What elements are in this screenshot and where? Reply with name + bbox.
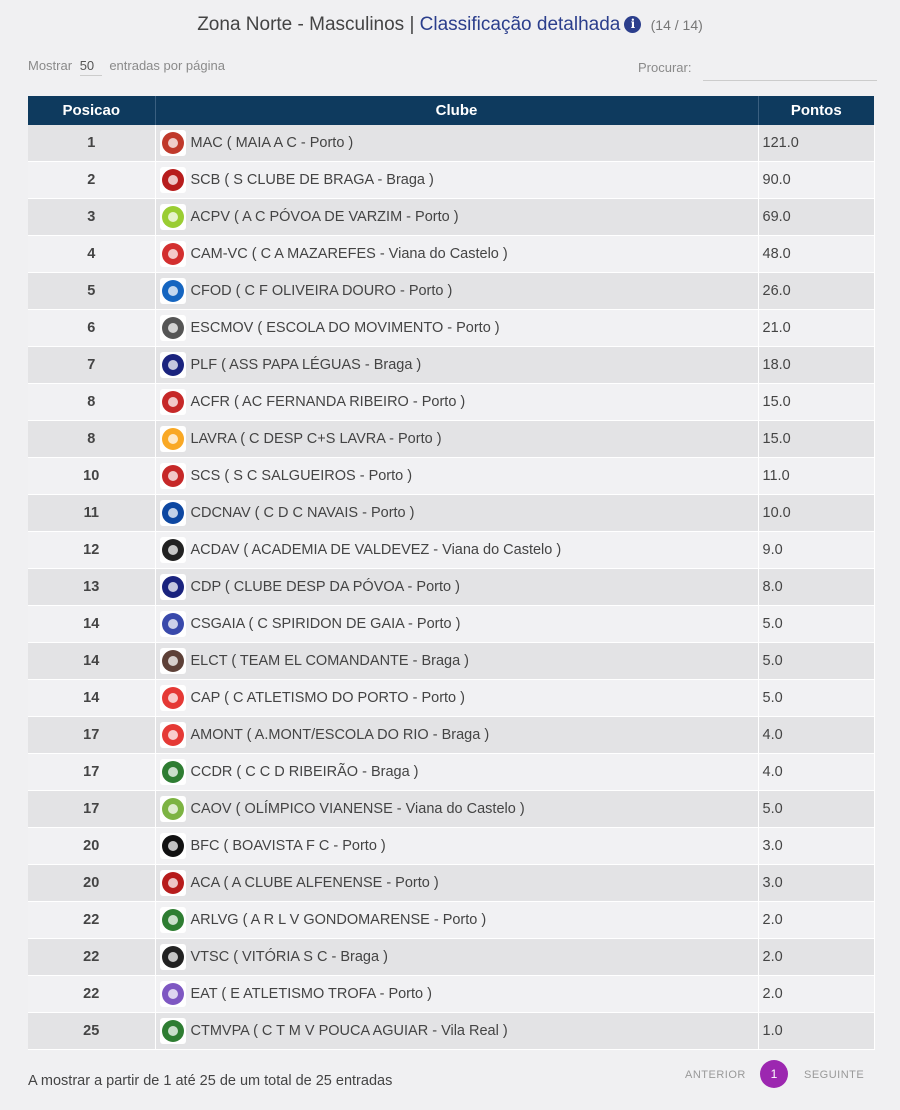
- camvc-logo-icon: [160, 241, 186, 267]
- row-points: 26.0: [758, 273, 874, 310]
- row-points: 2.0: [758, 976, 874, 1013]
- aca-logo-icon: [160, 870, 186, 896]
- page-title: [0, 14, 900, 36]
- entries-suffix-label: entradas por página: [109, 58, 225, 73]
- row-position: 14: [28, 606, 155, 643]
- row-position: 17: [28, 791, 155, 828]
- row-club[interactable]: [155, 532, 758, 569]
- cdp-logo-icon: [160, 574, 186, 600]
- row-club[interactable]: [155, 828, 758, 865]
- row-points: 15.0: [758, 421, 874, 458]
- title-separator: |: [409, 14, 415, 35]
- row-points: 90.0: [758, 162, 874, 199]
- row-points: 2.0: [758, 902, 874, 939]
- row-club[interactable]: [155, 865, 758, 902]
- title-count: (14 / 14): [650, 17, 703, 33]
- table-row[interactable]: [28, 791, 874, 828]
- row-position: 8: [28, 384, 155, 421]
- row-points: 5.0: [758, 791, 874, 828]
- row-club[interactable]: [155, 347, 758, 384]
- row-points: 121.0: [758, 125, 874, 162]
- cap-logo-icon: [160, 685, 186, 711]
- cdcnav-logo-icon: [160, 500, 186, 526]
- row-club[interactable]: [155, 421, 758, 458]
- row-position: 11: [28, 495, 155, 532]
- row-club[interactable]: [155, 939, 758, 976]
- table-row[interactable]: [28, 976, 874, 1013]
- table-row[interactable]: [28, 347, 874, 384]
- club-name[interactable]: CSGAIA ( C SPIRIDON DE GAIA - Porto ): [190, 616, 461, 632]
- row-points: 3.0: [758, 865, 874, 902]
- row-points: 10.0: [758, 495, 874, 532]
- row-position: 25: [28, 1013, 155, 1050]
- club-name[interactable]: BFC ( BOAVISTA F C - Porto ): [190, 838, 386, 854]
- club-name[interactable]: CDCNAV ( C D C NAVAIS - Porto ): [190, 505, 415, 521]
- scb-logo-icon: [160, 167, 186, 193]
- column-header-posicao[interactable]: Posicao: [28, 96, 155, 125]
- info-icon[interactable]: i: [624, 16, 641, 33]
- table-header-row: [28, 96, 874, 125]
- bfc-logo-icon: [160, 833, 186, 859]
- arlvg-logo-icon: [160, 907, 186, 933]
- table-row[interactable]: [28, 236, 874, 273]
- club-name[interactable]: ARLVG ( A R L V GONDOMARENSE - Porto ): [190, 912, 487, 928]
- table-row[interactable]: [28, 606, 874, 643]
- table-row[interactable]: [28, 939, 874, 976]
- mac-logo-icon: [160, 130, 186, 156]
- cfod-logo-icon: [160, 278, 186, 304]
- row-position: 22: [28, 939, 155, 976]
- row-position: 14: [28, 680, 155, 717]
- eat-logo-icon: [160, 981, 186, 1007]
- ctmvpa-logo-icon: [160, 1018, 186, 1044]
- search-input[interactable]: [703, 56, 877, 81]
- caov-logo-icon: [160, 796, 186, 822]
- row-club[interactable]: [155, 606, 758, 643]
- table-row[interactable]: [28, 532, 874, 569]
- elct-logo-icon: [160, 648, 186, 674]
- row-club[interactable]: [155, 1013, 758, 1050]
- row-club[interactable]: [155, 976, 758, 1013]
- row-club[interactable]: [155, 643, 758, 680]
- club-name[interactable]: LAVRA ( C DESP C+S LAVRA - Porto ): [190, 431, 442, 447]
- table-row[interactable]: [28, 643, 874, 680]
- row-position: 4: [28, 236, 155, 273]
- row-club[interactable]: [155, 162, 758, 199]
- row-position: 1: [28, 125, 155, 162]
- column-header-clube[interactable]: Clube: [155, 96, 758, 125]
- row-position: 8: [28, 421, 155, 458]
- table-row[interactable]: [28, 162, 874, 199]
- row-points: 48.0: [758, 236, 874, 273]
- title-text: Zona Norte - Masculinos: [197, 14, 405, 35]
- table-row[interactable]: [28, 273, 874, 310]
- acdav-logo-icon: [160, 537, 186, 563]
- row-club[interactable]: [155, 902, 758, 939]
- row-club[interactable]: [155, 717, 758, 754]
- row-points: 9.0: [758, 532, 874, 569]
- previous-page-button[interactable]: ANTERIOR: [685, 1069, 746, 1081]
- entries-per-page-select[interactable]: 50: [80, 58, 102, 76]
- table-body: [28, 125, 874, 1050]
- table-row[interactable]: [28, 458, 874, 495]
- table-row[interactable]: [28, 310, 874, 347]
- club-name[interactable]: CDP ( CLUBE DESP DA PÓVOA - Porto ): [190, 579, 460, 595]
- club-name[interactable]: ESCMOV ( ESCOLA DO MOVIMENTO - Porto ): [190, 320, 500, 336]
- table-row[interactable]: [28, 828, 874, 865]
- club-name[interactable]: SCB ( S CLUBE DE BRAGA - Braga ): [190, 172, 434, 188]
- club-name[interactable]: PLF ( ASS PAPA LÉGUAS - Braga ): [190, 357, 422, 373]
- plf-logo-icon: [160, 352, 186, 378]
- club-name[interactable]: CAP ( C ATLETISMO DO PORTO - Porto ): [190, 690, 465, 706]
- table-row[interactable]: [28, 717, 874, 754]
- table-row[interactable]: [28, 754, 874, 791]
- table-row[interactable]: [28, 865, 874, 902]
- row-points: 5.0: [758, 606, 874, 643]
- row-position: 13: [28, 569, 155, 606]
- row-position: 5: [28, 273, 155, 310]
- table-row[interactable]: [28, 569, 874, 606]
- row-club[interactable]: [155, 273, 758, 310]
- club-name[interactable]: CAM-VC ( C A MAZAREFES - Viana do Castelo ): [190, 246, 508, 262]
- vtsc-logo-icon: [160, 944, 186, 970]
- club-name[interactable]: ACA ( A CLUBE ALFENENSE - Porto ): [190, 875, 439, 891]
- row-position: 22: [28, 902, 155, 939]
- row-club[interactable]: [155, 495, 758, 532]
- amont-logo-icon: [160, 722, 186, 748]
- row-club[interactable]: [155, 791, 758, 828]
- club-name[interactable]: ACDAV ( ACADEMIA DE VALDEVEZ - Viana do Castelo ): [190, 542, 562, 558]
- row-points: 21.0: [758, 310, 874, 347]
- club-name[interactable]: SCS ( S C SALGUEIROS - Porto ): [190, 468, 413, 484]
- row-club[interactable]: [155, 384, 758, 421]
- club-name[interactable]: ACPV ( A C PÓVOA DE VARZIM - Porto ): [190, 209, 459, 225]
- csgaia-logo-icon: [160, 611, 186, 637]
- table-row[interactable]: [28, 902, 874, 939]
- row-position: 6: [28, 310, 155, 347]
- table-row[interactable]: [28, 421, 874, 458]
- next-page-button[interactable]: SEGUINTE: [804, 1069, 865, 1081]
- row-points: 3.0: [758, 828, 874, 865]
- club-name[interactable]: CCDR ( C C D RIBEIRÃO - Braga ): [190, 764, 419, 780]
- page-1-button[interactable]: 1: [760, 1060, 788, 1088]
- table-row[interactable]: [28, 125, 874, 162]
- row-position: 3: [28, 199, 155, 236]
- row-club[interactable]: [155, 125, 758, 162]
- table-row[interactable]: [28, 495, 874, 532]
- row-points: 5.0: [758, 643, 874, 680]
- row-position: 17: [28, 754, 155, 791]
- row-position: 20: [28, 865, 155, 902]
- row-position: 17: [28, 717, 155, 754]
- subtitle-link[interactable]: Classificação detalhada: [419, 14, 621, 35]
- club-name[interactable]: MAC ( MAIA A C - Porto ): [190, 135, 354, 151]
- row-points: 18.0: [758, 347, 874, 384]
- show-label: Mostrar: [28, 58, 73, 73]
- club-name[interactable]: ELCT ( TEAM EL COMANDANTE - Braga ): [190, 653, 470, 669]
- table-controls: [28, 56, 873, 84]
- row-club[interactable]: [155, 199, 758, 236]
- search-label: Procurar:: [638, 60, 692, 75]
- table-info: A mostrar a partir de 1 até 25 de um total de 25 entradas: [28, 1073, 393, 1089]
- club-name[interactable]: CTMVPA ( C T M V POUCA AGUIAR - Vila Real ): [190, 1023, 508, 1039]
- acpv-logo-icon: [160, 204, 186, 230]
- row-position: 20: [28, 828, 155, 865]
- row-club[interactable]: [155, 754, 758, 791]
- table-row[interactable]: [28, 1013, 874, 1050]
- club-name[interactable]: VTSC ( VITÓRIA S C - Braga ): [190, 949, 388, 965]
- ranking-table: [28, 96, 875, 1050]
- row-club[interactable]: [155, 236, 758, 273]
- table-row[interactable]: [28, 384, 874, 421]
- entries-length-control: [28, 58, 225, 76]
- row-position: 2: [28, 162, 155, 199]
- row-points: 11.0: [758, 458, 874, 495]
- row-points: 4.0: [758, 717, 874, 754]
- club-name[interactable]: AMONT ( A.MONT/ESCOLA DO RIO - Braga ): [190, 727, 490, 743]
- row-position: 12: [28, 532, 155, 569]
- row-points: 69.0: [758, 199, 874, 236]
- row-points: 4.0: [758, 754, 874, 791]
- row-position: 10: [28, 458, 155, 495]
- ccdr-logo-icon: [160, 759, 186, 785]
- row-club[interactable]: [155, 310, 758, 347]
- row-club[interactable]: [155, 569, 758, 606]
- row-position: 7: [28, 347, 155, 384]
- club-name[interactable]: EAT ( E ATLETISMO TROFA - Porto ): [190, 986, 432, 1002]
- row-points: 2.0: [758, 939, 874, 976]
- scs-logo-icon: [160, 463, 186, 489]
- club-name[interactable]: CAOV ( OLÍMPICO VIANENSE - Viana do Castelo ): [190, 801, 525, 817]
- row-points: 5.0: [758, 680, 874, 717]
- pagination: [685, 1060, 875, 1088]
- row-points: 8.0: [758, 569, 874, 606]
- row-club[interactable]: [155, 458, 758, 495]
- row-position: 22: [28, 976, 155, 1013]
- acfr-logo-icon: [160, 389, 186, 415]
- table-row[interactable]: [28, 680, 874, 717]
- table-row[interactable]: [28, 199, 874, 236]
- column-header-pontos[interactable]: Pontos: [758, 96, 874, 125]
- lavra-logo-icon: [160, 426, 186, 452]
- row-points: 1.0: [758, 1013, 874, 1050]
- row-points: 15.0: [758, 384, 874, 421]
- row-club[interactable]: [155, 680, 758, 717]
- club-name[interactable]: ACFR ( AC FERNANDA RIBEIRO - Porto ): [190, 394, 466, 410]
- club-name[interactable]: CFOD ( C F OLIVEIRA DOURO - Porto ): [190, 283, 453, 299]
- escmov-logo-icon: [160, 315, 186, 341]
- row-position: 14: [28, 643, 155, 680]
